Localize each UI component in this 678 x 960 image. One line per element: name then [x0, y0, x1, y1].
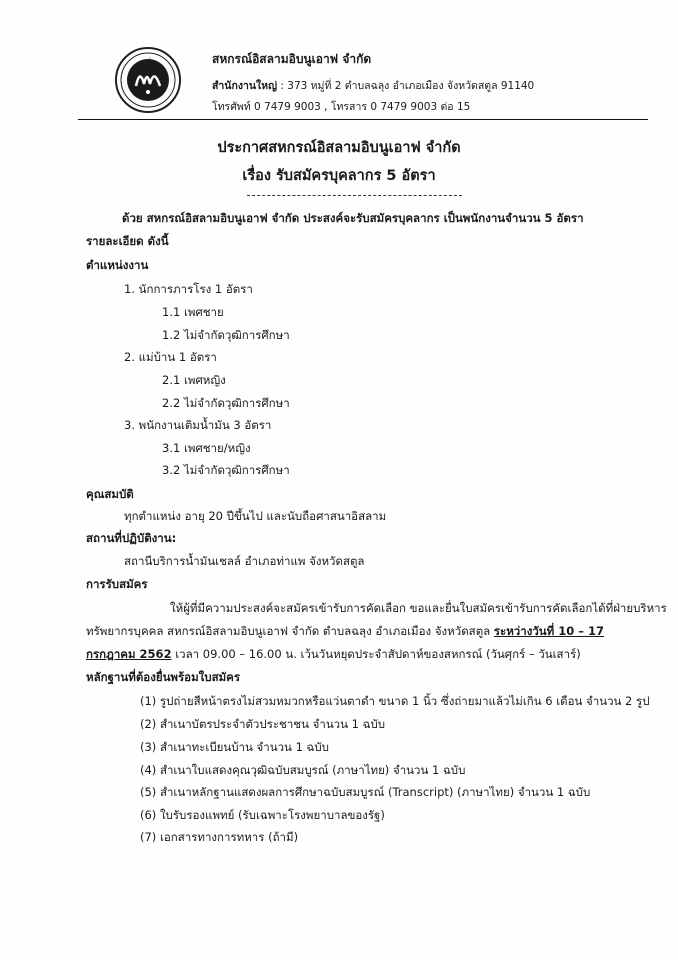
announcement-title: ประกาศสหกรณ์อิสลามอิบนูเอาฟ จำกัด [217, 140, 461, 156]
cooperative-logo [114, 46, 182, 114]
workplace-text: สถานีบริการน้ำมันเชลล์ อำเภอท่าแพ จังหวัดสตูล [124, 554, 365, 568]
position-3-1: 3.1 เพศชาย/หญิง [162, 441, 251, 455]
application-period-month: กรกฎาคม 2562 [86, 647, 172, 661]
position-2: 2. แม่บ้าน 1 อัตรา [124, 350, 217, 364]
workplace-heading: สถานที่ปฏิบัติงาน: [86, 531, 177, 545]
application-line-2 [86, 623, 604, 641]
document-item: (5) สำเนาหลักฐานแสดงผลการศึกษาฉบับสมบูรณ์ (Transcript) (ภาษาไทย) จำนวน 1 ฉบับ [140, 785, 591, 799]
qualifications-text: ทุกตำแหน่ง อายุ 20 ปีขึ้นไป และนับถือศาสนาอิสลาม [124, 509, 387, 523]
document-item: (6) ใบรับรองแพทย์ (รับเฉพาะโรงพยาบาลของรัฐ) [140, 808, 385, 822]
position-1-2: 1.2 ไม่จำกัดวุฒิการศึกษา [162, 328, 290, 342]
address-text: : 373 หมู่ที่ 2 ตำบลฉลุง อำเภอเมือง จังหวัดสตูล 91140 [277, 80, 535, 92]
application-line-2-text: ทรัพยากรบุคคล สหกรณ์อิสลามอิบนูเอาฟ จำกัด ตำบลฉลุง อำเภอเมือง จังหวัดสตูล [86, 624, 494, 638]
application-period-start: ระหว่างวันที่ 10 – 17 [493, 624, 605, 638]
application-line-3-text: เวลา 09.00 – 16.00 น. เว้นวันหยุดประจำสัปดาห์ของสหกรณ์ (วันศุกร์ – วันเสาร์) [171, 647, 581, 661]
position-1: 1. นักการภารโรง 1 อัตรา [124, 282, 253, 296]
address-label: สำนักงานใหญ่ [212, 80, 278, 92]
position-3-2: 3.2 ไม่จำกัดวุฒิการศึกษา [162, 463, 290, 477]
svg-text:ﺍﺑﻦ: ﺍﺑﻦ [145, 56, 151, 61]
document-item: (3) สำเนาทะเบียนบ้าน จำนวน 1 ฉบับ [140, 740, 329, 754]
announcement-subject: เรื่อง รับสมัครบุคลากร 5 อัตรา [242, 168, 436, 184]
position-2-2: 2.2 ไม่จำกัดวุฒิการศึกษา [162, 396, 290, 410]
intro-line-2: รายละเอียด ดังนี้ [86, 234, 169, 248]
org-name: สหกรณ์อิสลามอิบนูเอาฟ จำกัด [212, 52, 372, 66]
title-divider [247, 195, 462, 196]
positions-heading: ตำแหน่งงาน [86, 258, 149, 272]
documents-heading: หลักฐานที่ต้องยื่นพร้อมใบสมัคร [86, 670, 241, 684]
document-item: (2) สำเนาบัตรประจำตัวประชาชน จำนวน 1 ฉบับ [140, 717, 386, 731]
qualifications-heading: คุณสมบัติ [86, 487, 134, 501]
document-item: (1) รูปถ่ายสีหน้าตรงไม่สวมหมวกหรือแว่นตาดำ ขนาด 1 นิ้ว ซึ่งถ่ายมาแล้วไม่เกิน 6 เดือน จำนวน 2 รูป [140, 694, 650, 708]
org-phone: โทรศัพท์ 0 7479 9003 , โทรสาร 0 7479 9003 ต่อ 15 [212, 101, 471, 113]
application-heading: การรับสมัคร [86, 577, 148, 591]
position-1-1: 1.1 เพศชาย [162, 305, 224, 319]
org-address [212, 77, 534, 94]
header-divider [78, 119, 648, 120]
application-line-1: ให้ผู้ที่มีความประสงค์จะสมัครเข้ารับการคัดเลือก ขอและยื่นใบสมัครเข้ารับการคัดเลือกได้ที่ฝ่ายบริหาร [170, 601, 667, 615]
position-2-1: 2.1 เพศหญิง [162, 373, 226, 387]
application-line-3 [86, 646, 581, 664]
document-item: (4) สำเนาใบแสดงคุณวุฒิฉบับสมบูรณ์ (ภาษาไทย) จำนวน 1 ฉบับ [140, 763, 466, 777]
position-3: 3. พนักงานเติมน้ำมัน 3 อัตรา [124, 418, 272, 432]
intro-line-1: ด้วย สหกรณ์อิสลามอิบนูเอาฟ จำกัด ประสงค์จะรับสมัครบุคลากร เป็นพนักงานจำนวน 5 อัตรา [122, 211, 584, 225]
document-item: (7) เอกสารทางการทหาร (ถ้ามี) [140, 830, 299, 844]
